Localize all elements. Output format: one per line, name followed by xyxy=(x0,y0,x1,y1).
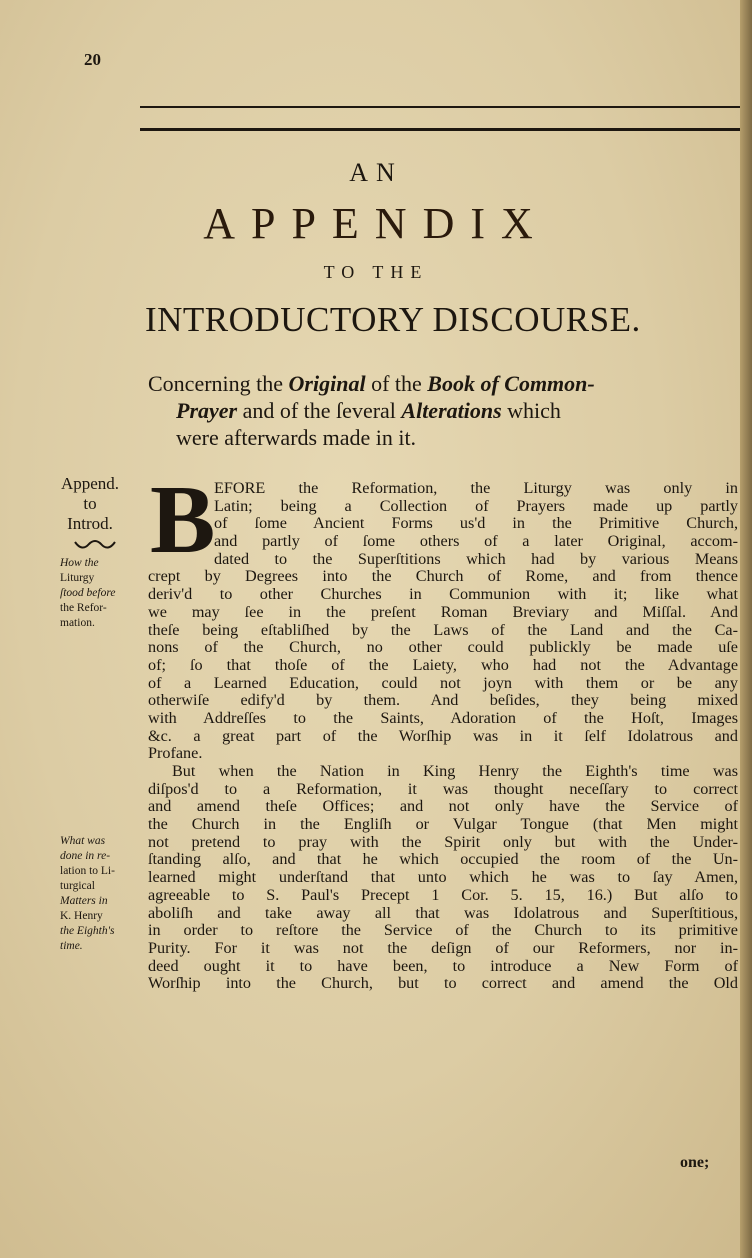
body-line: otherwiſe edify'd by them. And beſides, they being mixed xyxy=(148,692,738,710)
heading-to-the: TO THE xyxy=(323,262,429,282)
body-line: theſe being eſtabliſhed by the Laws of the Land and the Ca- xyxy=(148,621,738,639)
body-line: and amend theſe Offices; and not only have the Service of xyxy=(148,798,738,816)
body-line: agreeable to S. Paul's Precept 1 Cor. 5. 15, 16.) But alſo to xyxy=(148,886,738,904)
body-line: learned might underſtand that unto which he was to ſay Amen, xyxy=(148,869,738,887)
body-line: Purity. For it was not the deſign of our Reformers, nor in- xyxy=(148,939,738,957)
margin-note-2: What was done in re- lation to Li- turgical Matters in K. Henry the Eighth's time. xyxy=(60,835,115,952)
body-line: ſtanding alſo, and that he which occupied the room of the Un- xyxy=(148,851,738,869)
body-line: in order to reſtore the Service of the Church to its primitive xyxy=(148,922,738,940)
flourish-ornament xyxy=(74,538,116,552)
body-line: the Church in the Engliſh or Vulgar Tongue (that Men might xyxy=(148,816,738,834)
page-edge xyxy=(740,0,752,1258)
drop-cap: B xyxy=(150,466,216,574)
heading-title: INTRODUCTORY DISCOURSE. xyxy=(145,300,641,339)
body-line: of a Learned Education, could not joyn with them or be any xyxy=(148,674,738,692)
body-line: Latin; being a Collection of Prayers made up partly xyxy=(214,497,738,515)
subtitle xyxy=(148,370,738,451)
body-line: nons of the Church, no other could publickly be made uſe xyxy=(148,639,738,657)
body-text xyxy=(148,480,738,993)
body-line: &c. a great part of the Worſhip was in it ſelf Idolatrous and xyxy=(148,727,738,745)
margin-head: Append. to Introd. xyxy=(60,474,120,533)
margin-note-1: How the Liturgy ſtood before the Refor- mation. xyxy=(60,557,116,629)
subtitle-line-1: Concerning the Original of the Book of Common- xyxy=(148,371,595,396)
body-line: EFORE the Reformation, the Liturgy was only in xyxy=(214,480,738,497)
body-line: deriv'd to other Churches in Communion with it; like what xyxy=(148,586,738,604)
subtitle-line-3: were afterwards made in it. xyxy=(176,425,417,450)
body-line: with Addreſſes to the Saints, Adoration of the Hoſt, Images xyxy=(148,709,738,727)
body-line: crept by Degrees into the Church of Rome, and from thence xyxy=(148,568,738,586)
body-line: dated to the Superſtitions which had by various Means xyxy=(214,550,738,568)
body-line: Profane. xyxy=(148,745,203,763)
heading-appendix: APPENDIX xyxy=(203,199,549,248)
body-line: and partly of ſome others of a later Original, accom- xyxy=(214,533,738,551)
header-rule-thick xyxy=(140,128,740,131)
body-line: deed ought it to have been, to introduce a New Form of xyxy=(148,957,738,975)
body-line: But when the Nation in King Henry the Eighth's time was xyxy=(172,763,738,780)
catchword: one; xyxy=(680,1154,710,1171)
body-line: we may ſee in the preſent Roman Breviary and Miſſal. And xyxy=(148,603,738,621)
body-line: of; ſo that thoſe of the Laiety, who had not the Advantage xyxy=(148,656,738,674)
header-rule-thin xyxy=(140,106,740,108)
subtitle-line-2: Prayer and of the ſeveral Alterations which xyxy=(176,398,561,423)
body-line: of ſome Ancient Forms us'd in the Primitive Church, xyxy=(214,515,738,533)
heading-an: AN xyxy=(349,158,403,187)
body-line: aboliſh and take away all that was Idolatrous and Superſtitious, xyxy=(148,904,738,922)
body-line: not pretend to pray with the Spirit only but with the Under- xyxy=(148,833,738,851)
page-number: 20 xyxy=(84,50,101,69)
body-line: Worſhip into the Church, but to correct and amend the Old xyxy=(148,975,738,993)
body-line: diſpos'd to a Reformation, it was thought neceſſary to correct xyxy=(148,780,738,798)
